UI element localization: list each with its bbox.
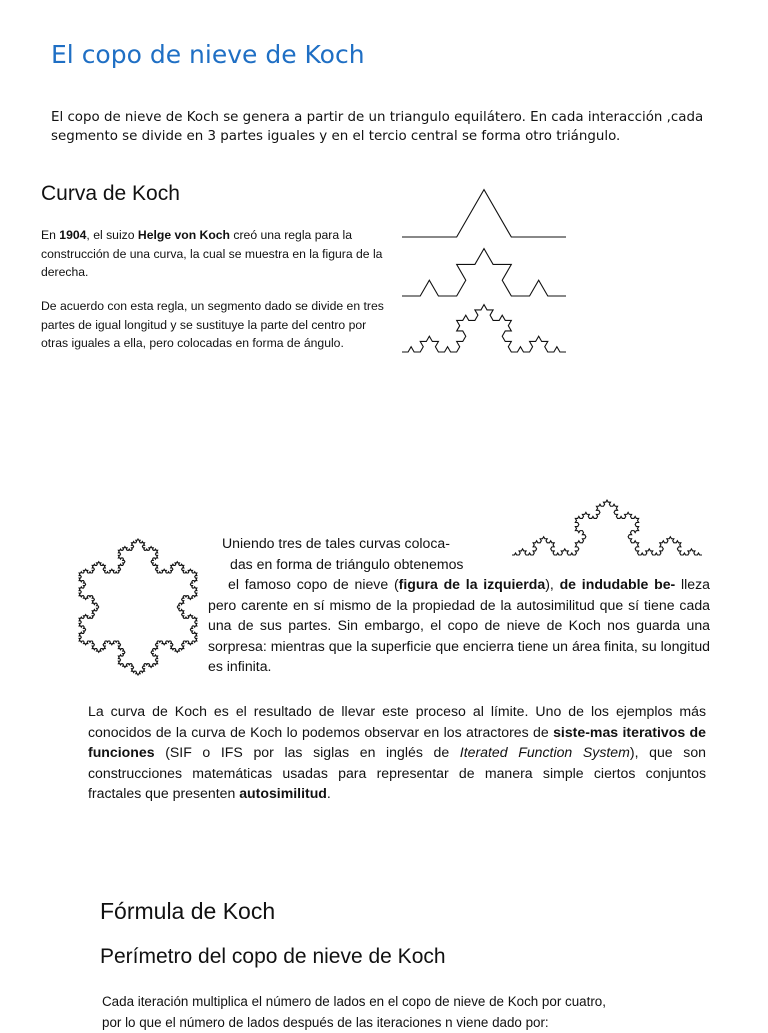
text-fragment: . — [326, 785, 331, 801]
paragraph-uniendo — [208, 533, 711, 677]
koch-snowflake — [79, 539, 197, 675]
text-fragment: creó una regla para la construcción de una curva, la cual se muestra en la figura de la derecha. — [41, 228, 383, 279]
koch-curve-iteration-3 — [402, 305, 566, 352]
paragraph-1904 — [41, 226, 391, 282]
curva-heading: Curva de Koch — [41, 182, 180, 205]
koch-snowflake-figure — [60, 515, 220, 695]
text-fragment: , el suizo — [86, 228, 138, 242]
text-fragment: de indudable be- — [559, 576, 676, 592]
text-fragment: autosimilitud — [239, 785, 327, 801]
uniendo-line-1: Uniendo tres de tales curvas coloca- — [222, 535, 450, 551]
uniendo-line-2: das en forma de triángulo obtenemos — [230, 555, 464, 572]
intro-line-1: El copo de nieve de Koch se genera a partir de un triangulo equilátero. En cada interacción ,cada — [51, 110, 704, 125]
page-title: El copo de nieve de Koch — [51, 40, 365, 69]
paragraph-cada-iteracion — [102, 991, 702, 1033]
text-fragment: (SIF o IFS por las siglas en inglés de — [154, 744, 460, 760]
text-fragment: Iterated Function System — [459, 744, 630, 760]
intro-paragraph — [51, 108, 711, 146]
text-fragment: ), que son construcciones matemáticas usadas para representar de manera simple ciertos conjuntos fractales que presenten — [88, 744, 706, 801]
koch-curve-iterations-figure — [400, 185, 570, 360]
cada-line-2: por lo que el número de lados después de las iteraciones n viene dado por: — [102, 1015, 549, 1030]
koch-curve-iteration-2 — [402, 249, 566, 296]
text-fragment: En — [41, 228, 60, 242]
uniendo-rest — [208, 574, 710, 677]
text-fragment: figura de la izquierda — [398, 576, 546, 592]
paragraph-regla: De acuerdo con esta regla, un segmento dado se divide en tres partes de igual longitud y se sustituye la parte del centro por otras iguales a ella, pero colocadas en forma de ángulo. — [41, 299, 384, 350]
text-fragment: el famoso copo de nieve ( — [228, 576, 399, 592]
text-fragment: siste-mas iterativos de funciones — [88, 723, 706, 760]
koch-curve-iteration-1 — [402, 190, 566, 237]
year-text: 1904 — [59, 228, 87, 242]
text-fragment: lleza pero carente en sí mismo de la propiedad de la autosimilitud que sí tiene cada una de sus partes. Sin embargo, el copo de nieve de Koch nos guarda una sorpresa: mientras que la superficie que encierra tiene un área finita, su longitud es infinita. — [208, 576, 711, 674]
intro-line-2: segmento se divide en 3 partes iguales y en el tercio central se forma otro triángulo. — [51, 129, 621, 144]
author-name: Helge von Koch — [137, 228, 231, 242]
text-fragment: ), — [545, 576, 560, 592]
paragraph-limite — [88, 701, 706, 804]
text-fragment: La curva de Koch es el resultado de llevar este proceso al límite. Uno de los ejemplos más conocidos de la curva de Koch lo podemos observar en los atractores de — [88, 703, 706, 740]
formula-heading: Fórmula de Koch — [100, 898, 276, 924]
cada-line-1: Cada iteración multiplica el número de lados en el copo de nieve de Koch por cuatro, — [102, 994, 606, 1009]
perimetro-heading: Perímetro del copo de nieve de Koch — [100, 945, 446, 968]
